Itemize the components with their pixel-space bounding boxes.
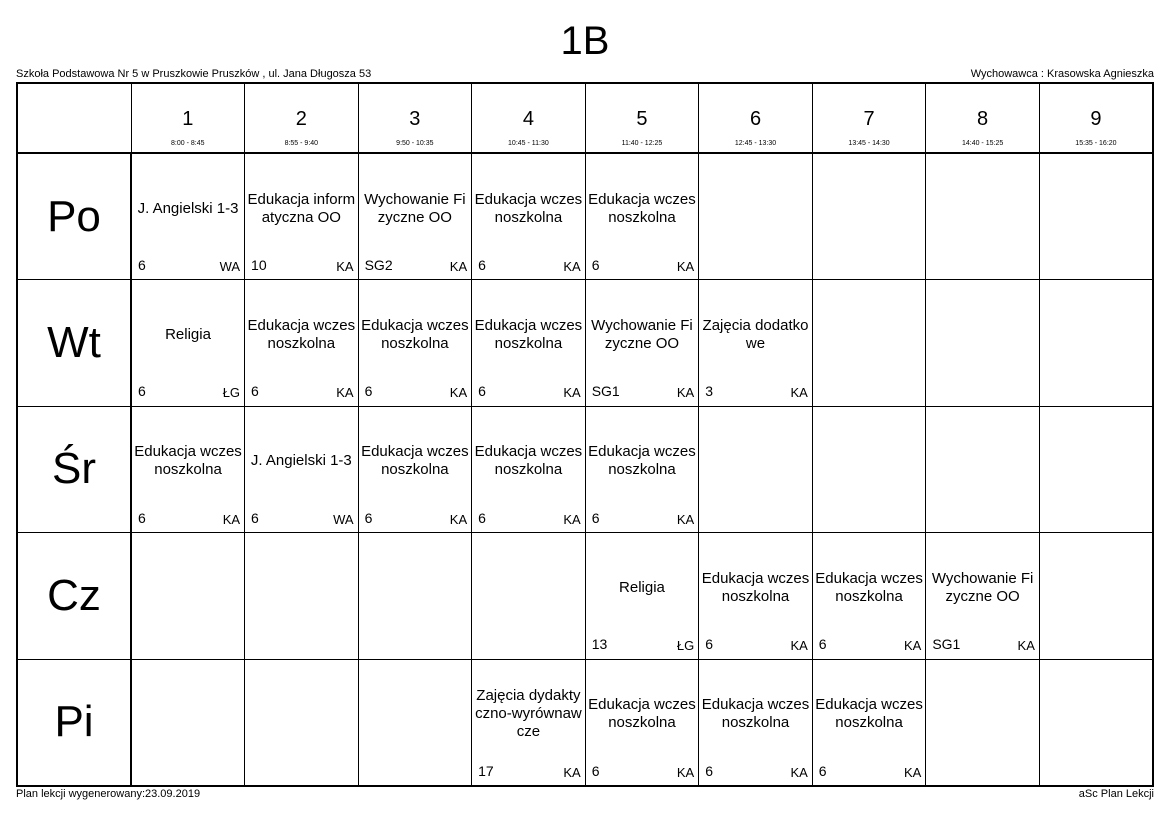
lesson-teacher: KA — [676, 385, 695, 400]
day-label: Po — [17, 153, 131, 280]
lesson-teacher: KA — [903, 764, 922, 780]
lesson-cell — [699, 533, 813, 660]
lesson-teacher: ŁG — [222, 385, 241, 400]
empty-cell — [699, 406, 813, 533]
lesson-subject: Edukacja wczesnoszkolna — [588, 443, 696, 478]
lesson-cell — [131, 280, 245, 407]
lesson-cell — [585, 153, 699, 280]
period-number: 5 — [636, 108, 648, 130]
lesson-cell — [358, 280, 472, 407]
lesson-room: 3 — [705, 383, 714, 399]
day-label: Śr — [17, 406, 131, 533]
lesson-room: 6 — [591, 509, 600, 526]
lesson-room: 6 — [818, 762, 827, 779]
lesson-teacher: KA — [790, 764, 808, 780]
lesson-room: 13 — [591, 636, 608, 652]
lesson-teacher: KA — [676, 259, 695, 274]
lesson-cell — [585, 406, 699, 533]
period-time: 8:00 - 8:45 — [171, 140, 205, 147]
lesson-room: 6 — [478, 257, 486, 273]
empty-cell — [1039, 406, 1153, 533]
lesson-subject: Edukacja wczesnoszkolna — [474, 316, 583, 352]
lesson-subject: Edukacja wczesnoszkolna — [815, 569, 923, 605]
lesson-cell — [245, 280, 359, 407]
lesson-room: 6 — [478, 383, 486, 399]
lesson-cell — [585, 533, 699, 660]
lesson-teacher: KA — [1017, 638, 1035, 653]
lesson-room: 6 — [138, 509, 146, 526]
lesson-cell — [812, 659, 926, 786]
period-header-9 — [1039, 83, 1153, 153]
lesson-subject: Wychowanie Fizyczne OO — [591, 316, 693, 352]
lesson-room: 6 — [591, 257, 600, 273]
lesson-room: 6 — [818, 636, 827, 652]
lesson-teacher: KA — [563, 385, 581, 400]
empty-cell — [1039, 659, 1153, 786]
period-time: 13:45 - 14:30 — [848, 140, 890, 147]
lesson-subject: Edukacja wczesnoszkolna — [815, 696, 923, 731]
lesson-cell — [245, 153, 359, 280]
lesson-cell — [358, 153, 472, 280]
lesson-cell — [926, 533, 1040, 660]
period-time: 10:45 - 11:30 — [508, 140, 549, 147]
lesson-cell — [699, 659, 813, 786]
lesson-teacher: KA — [563, 259, 581, 274]
empty-cell — [926, 153, 1040, 280]
day-row — [17, 533, 1153, 660]
period-number: 9 — [1090, 108, 1102, 130]
empty-cell — [358, 659, 472, 786]
lesson-subject: Religia — [619, 578, 665, 596]
lesson-teacher: KA — [563, 764, 581, 780]
period-time: 11:40 - 12:25 — [621, 140, 663, 147]
day-label: Pi — [17, 659, 131, 786]
empty-cell — [699, 153, 813, 280]
lesson-subject: Edukacja wczesnoszkolna — [474, 190, 583, 226]
lesson-teacher: KA — [449, 385, 468, 400]
lesson-subject: Edukacja wczesnoszkolna — [588, 190, 696, 226]
empty-cell — [245, 533, 359, 660]
period-header-6 — [699, 83, 813, 153]
homeroom-teacher: Wychowawca : Krasowska Agnieszka — [970, 68, 1154, 80]
lesson-room: SG2 — [364, 257, 393, 273]
day-row — [17, 153, 1153, 280]
lesson-teacher: KA — [449, 511, 468, 527]
empty-cell — [812, 406, 926, 533]
lesson-subject: Edukacja wczesnoszkolna — [361, 443, 469, 478]
period-number: 4 — [522, 108, 534, 130]
lesson-teacher: KA — [790, 385, 808, 400]
lesson-cell — [585, 280, 699, 407]
page-title: 1B — [560, 19, 610, 63]
lesson-room: 6 — [138, 383, 146, 399]
lesson-cell — [131, 406, 245, 533]
lesson-teacher: KA — [676, 511, 695, 527]
day-label: Wt — [17, 280, 131, 407]
lesson-cell — [699, 280, 813, 407]
lesson-teacher: KA — [222, 511, 241, 527]
lesson-room: SG1 — [591, 383, 620, 399]
empty-cell — [472, 533, 586, 660]
lesson-subject: Edukacja wczesnoszkolna — [588, 696, 696, 731]
lesson-cell — [358, 406, 472, 533]
lesson-subject: Edukacja wczesnoszkolna — [701, 696, 810, 731]
lesson-teacher: KA — [449, 259, 468, 274]
software-name: aSc Plan Lekcji — [1078, 788, 1154, 800]
empty-cell — [358, 533, 472, 660]
lesson-teacher: KA — [563, 511, 581, 527]
lesson-subject: Edukacja wczesnoszkolna — [361, 316, 469, 352]
lesson-cell — [812, 533, 926, 660]
lesson-subject: Zajęcia dodatkowe — [702, 316, 809, 352]
generated-date: Plan lekcji wygenerowany:23.09.2019 — [16, 788, 201, 800]
lesson-teacher: ŁG — [676, 638, 695, 653]
period-number: 6 — [749, 108, 762, 130]
empty-cell — [926, 659, 1040, 786]
lesson-room: 6 — [364, 383, 373, 399]
lesson-teacher: KA — [676, 764, 695, 780]
timetable — [16, 82, 1154, 787]
day-row — [17, 280, 1153, 407]
day-row — [17, 406, 1153, 533]
period-number: 1 — [182, 108, 194, 130]
lesson-room: 6 — [138, 257, 146, 273]
lesson-teacher: KA — [336, 385, 354, 400]
empty-cell — [245, 659, 359, 786]
day-row — [17, 659, 1153, 786]
lesson-subject: Wychowanie Fizyczne OO — [931, 569, 1034, 605]
lesson-room: 6 — [251, 509, 259, 526]
lesson-subject: Edukacja wczesnoszkolna — [474, 443, 583, 478]
lesson-teacher: WA — [219, 259, 241, 274]
empty-cell — [1039, 280, 1153, 407]
period-header-3 — [358, 83, 472, 153]
lesson-room: 17 — [478, 762, 494, 779]
lesson-cell — [131, 153, 245, 280]
lesson-cell — [245, 406, 359, 533]
lesson-room: 6 — [364, 509, 373, 526]
empty-cell — [1039, 153, 1153, 280]
period-number: 8 — [977, 108, 989, 130]
lesson-teacher: KA — [903, 638, 922, 653]
period-time: 14:40 - 15:25 — [961, 140, 1004, 147]
lesson-subject: Zajęcia dydaktyczno-wyrównawcze — [475, 687, 582, 740]
lesson-room: 6 — [591, 762, 600, 779]
lesson-cell — [472, 153, 586, 280]
empty-cell — [131, 533, 245, 660]
lesson-cell — [472, 659, 586, 786]
lesson-room: 10 — [251, 257, 267, 273]
empty-cell — [926, 280, 1040, 407]
lesson-teacher: KA — [336, 259, 354, 274]
empty-cell — [812, 280, 926, 407]
period-time: 8:55 - 9:40 — [284, 140, 319, 147]
period-header-4 — [472, 83, 586, 153]
corner-cell — [17, 83, 131, 153]
lesson-subject: J. Angielski 1-3 — [250, 452, 352, 469]
lesson-subject: Wychowanie Fizyczne OO — [364, 190, 466, 226]
lesson-teacher: KA — [790, 638, 808, 653]
period-header-7 — [812, 83, 926, 153]
lesson-room: 6 — [478, 509, 486, 526]
lesson-subject: J. Angielski 1-3 — [137, 199, 239, 217]
lesson-subject: Edukacja wczesnoszkolna — [134, 443, 242, 478]
period-time: 12:45 - 13:30 — [734, 140, 777, 147]
lesson-subject: Edukacja informatyczna OO — [247, 190, 356, 226]
lesson-subject: Religia — [165, 325, 211, 343]
lesson-subject: Edukacja wczesnoszkolna — [701, 569, 810, 605]
empty-cell — [812, 153, 926, 280]
period-number: 3 — [409, 108, 421, 130]
period-header-1 — [131, 83, 245, 153]
empty-cell — [131, 659, 245, 786]
period-header-8 — [926, 83, 1040, 153]
period-time: 15:35 - 16:20 — [1075, 140, 1117, 147]
lesson-cell — [472, 280, 586, 407]
lesson-room: 6 — [705, 762, 714, 779]
lesson-cell — [472, 406, 586, 533]
school-name: Szkoła Podstawowa Nr 5 w Pruszkowie Pruszków , ul. Jana Długosza 53 — [16, 68, 372, 80]
period-number: 7 — [863, 108, 875, 130]
lesson-room: 6 — [705, 636, 714, 652]
lesson-cell — [585, 659, 699, 786]
empty-cell — [1039, 533, 1153, 660]
lesson-room: SG1 — [932, 636, 961, 652]
period-time: 9:50 - 10:35 — [396, 140, 434, 147]
lesson-subject: Edukacja wczesnoszkolna — [247, 316, 356, 352]
lesson-teacher: WA — [333, 511, 354, 527]
lesson-room: 6 — [251, 383, 259, 399]
period-number: 2 — [295, 108, 307, 130]
empty-cell — [926, 406, 1040, 533]
period-header-2 — [245, 83, 359, 153]
day-label: Cz — [17, 533, 131, 660]
period-header-5 — [585, 83, 699, 153]
